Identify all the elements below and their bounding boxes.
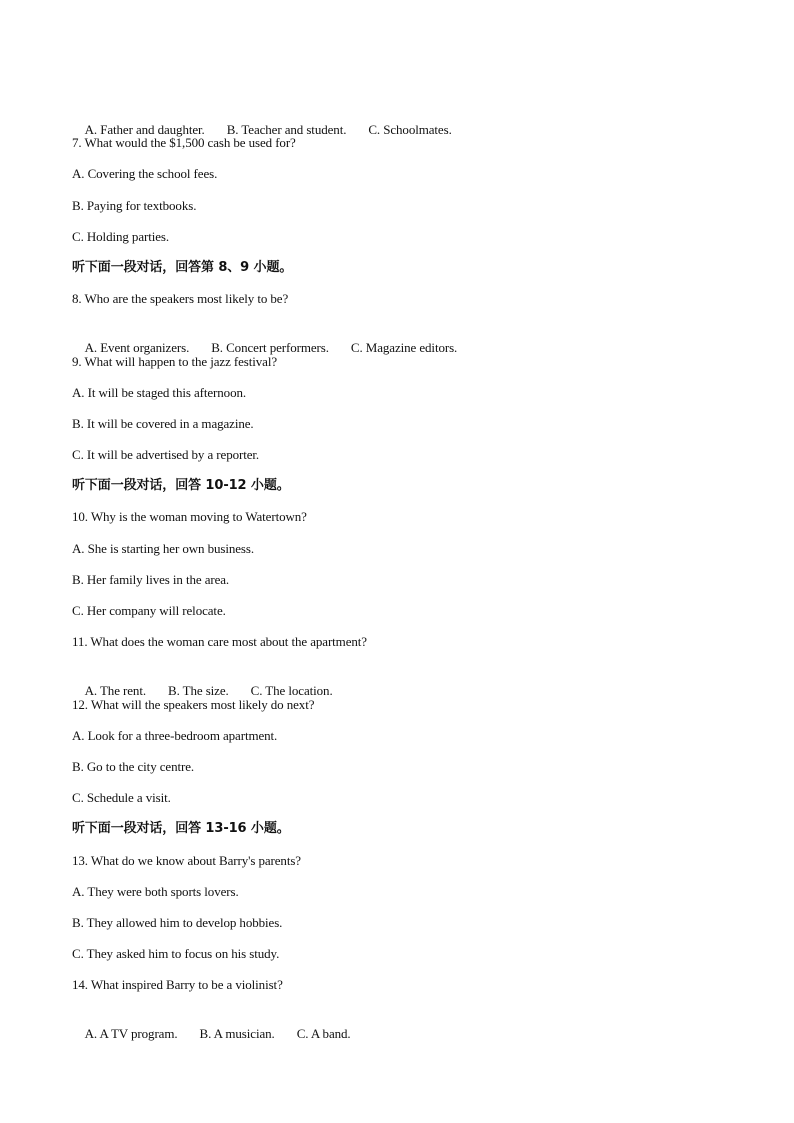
q10-option-b: B. Her family lives in the area. [72,571,230,587]
q7-question: 7. What would the $1,500 cash be used for? [72,135,296,151]
q14-option-b: B. A musician. [199,1026,275,1042]
q10-option-a: A. She is starting her own business. [72,540,254,556]
q9-question: 9. What will happen to the jazz festival? [72,353,278,369]
q13-option-a: A. They were both sports lovers. [72,883,239,899]
section-heading-8-9: 听下面一段对话，回答第 8、9 小题。 [72,259,293,275]
q6-option-a: A. Father and daughter. [84,122,205,137]
q14-option-c: C. A band. [296,1026,351,1042]
q14-question: 14. What inspired Barry to be a violinist? [72,977,283,993]
q14-option-a: A. A TV program. [84,1026,178,1042]
q12-option-b: B. Go to the city centre. [72,758,195,774]
q11-question: 11. What does the woman care most about the apartment? [72,634,367,650]
section-heading-13-16: 听下面一段对话，回答 13-16 小题。 [72,821,290,837]
q8-option-c: C. Magazine editors. [350,340,458,356]
q10-question: 10. Why is the woman moving to Watertown? [72,509,307,525]
exam-page [72,103,732,1042]
q12-option-a: A. Look for a three-bedroom apartment. [72,727,278,743]
q11-option-c: C. The location. [250,683,333,699]
q7-option-c: C. Holding parties. [72,228,170,244]
q11-option-a: A. The rent. [84,683,146,699]
q6-options [72,103,732,137]
q8-question: 8. Who are the speakers most likely to be? [72,291,289,307]
q8-option-a: A. Event organizers. [84,340,190,356]
q8-option-b: B. Concert performers. [211,340,329,356]
q6-option-c: C. Schoolmates. [368,122,452,137]
q14-options [72,1007,732,1042]
q12-question: 12. What will the speakers most likely do next? [72,696,315,712]
q9-option-b: B. It will be covered in a magazine. [72,415,254,431]
q9-option-a: A. It will be staged this afternoon. [72,384,247,400]
q6-option-b: B. Teacher and student. [226,122,347,137]
q7-option-a: A. Covering the school fees. [72,166,218,182]
q8-options [72,321,732,356]
q9-option-c: C. It will be advertised by a reporter. [72,447,260,463]
q11-option-b: B. The size. [168,683,229,699]
q12-option-c: C. Schedule a visit. [72,790,171,806]
q13-option-c: C. They asked him to focus on his study. [72,946,280,962]
q11-options [72,664,732,699]
q13-question: 13. What do we know about Barry's parents? [72,852,301,868]
q13-option-b: B. They allowed him to develop hobbies. [72,914,283,930]
section-heading-10-12: 听下面一段对话，回答 10-12 小题。 [72,478,290,494]
q10-option-c: C. Her company will relocate. [72,603,226,618]
q7-option-b: B. Paying for textbooks. [72,197,197,213]
